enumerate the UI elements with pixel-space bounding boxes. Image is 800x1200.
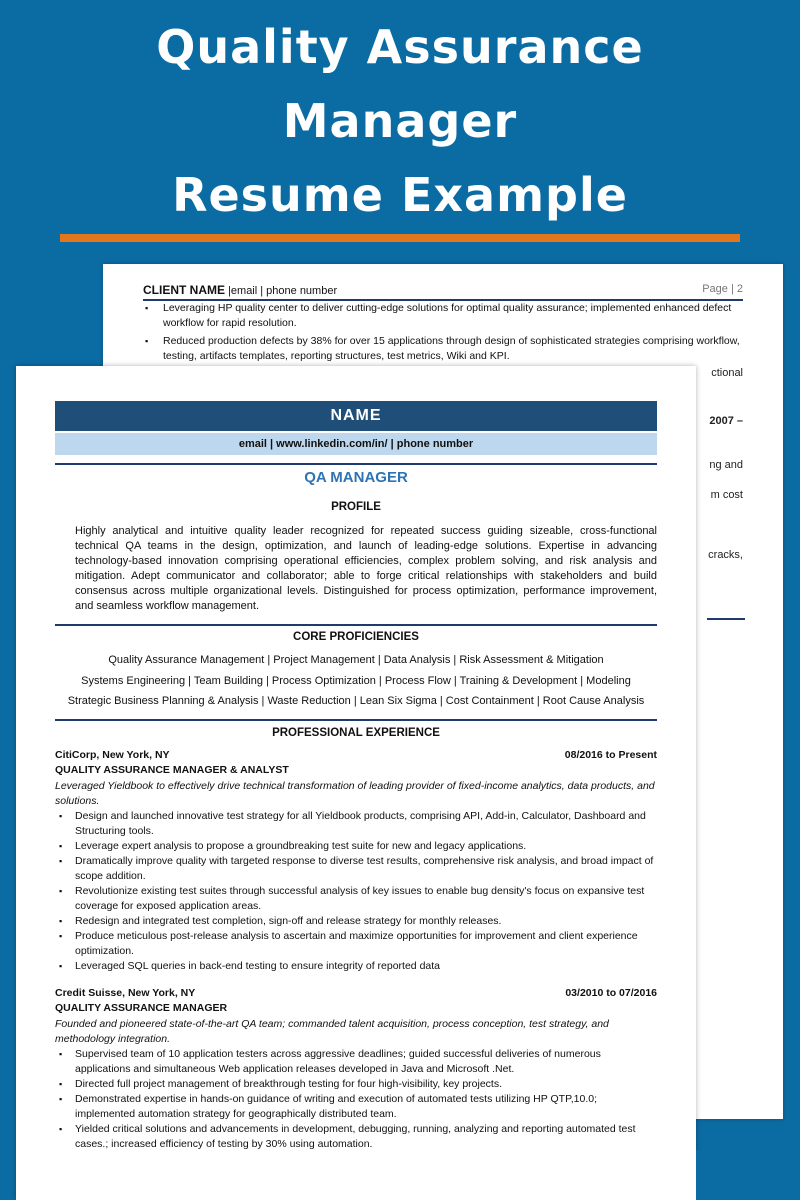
job-intro: Leveraged Yieldbook to effectively drive technical transformation of leading provider of fixed-income analytics, data products, and solutions.	[55, 780, 655, 807]
banner-title-line: Quality Assurance	[156, 20, 644, 74]
background-strip	[696, 1150, 800, 1200]
page-2-bullets	[143, 301, 743, 367]
proficiencies-heading: CORE PROFICIENCIES	[293, 631, 419, 643]
company: Credit Suisse, New York, NY	[55, 987, 196, 999]
experience-heading: PROFESSIONAL EXPERIENCE	[272, 727, 440, 739]
page-2-fragment: m cost	[710, 489, 743, 501]
banner-title-line: Resume Example	[172, 168, 628, 222]
profile-heading: PROFILE	[331, 501, 381, 513]
job-title: QA MANAGER	[304, 469, 408, 486]
banner-divider	[60, 234, 740, 242]
list-item: ▪ Demonstrated expertise in hands-on guidance of writing and execution of automated tests utilizing HP QTP,10.0; implemented automation strategy for geographically distributed team.	[55, 1092, 657, 1122]
resume-page-1	[16, 366, 696, 1200]
proficiency-line: Strategic Business Planning & Analysis | Waste Reduction | Lean Six Sigma | Cost Containment | Root Cause Analysis	[67, 695, 645, 707]
header-divider	[55, 463, 657, 465]
job-bullets	[55, 1047, 657, 1152]
list-item: ▪ Leverage expert analysis to propose a groundbreaking test suite for new and legacy applications.	[55, 839, 657, 854]
list-item: ▪ Reduced production defects by 38% for over 15 applications through design of sophisticated strategies comprising workflow, testing, artifacts templates, reporting structures, test metrics, Wiki and KPI.	[143, 334, 743, 364]
banner-title-line: Manager	[282, 94, 518, 148]
job-dates: 03/2010 to 07/2016	[565, 987, 657, 999]
list-item: ▪ Leveraging HP quality center to deliver cutting-edge solutions for optimal quality assurance; implemented enhanced defect workflow for rapid resolution.	[143, 301, 743, 331]
job-entry	[55, 748, 657, 974]
page-2-fragment: ng and	[709, 459, 743, 471]
job-header	[55, 748, 657, 763]
resume-contact: email | www.linkedin.com/in/ | phone number	[55, 433, 657, 455]
list-item: ▪ Revolutionize existing test suites through successful analysis of key issues to enable bug density's focus on expansive test coverage for exposed application areas.	[55, 884, 657, 914]
job-entry	[55, 986, 657, 1152]
list-item: ▪ Produce meticulous post-release analysis to ascertain and maximize opportunities for improvement and client experience optimization.	[55, 929, 657, 959]
list-item: ▪ Design and launched innovative test strategy for all Yieldbook products, comprising API, Add-in, Calculator, Dashboard and Structuring tools.	[55, 809, 657, 839]
job-header	[55, 986, 657, 1001]
page-2-fragment: ctional	[711, 367, 743, 379]
client-name: CLIENT NAME	[143, 283, 225, 297]
page-2-divider	[707, 618, 745, 620]
banner-title	[0, 10, 800, 232]
job-role: QUALITY ASSURANCE MANAGER & ANALYST	[55, 764, 289, 776]
list-item: ▪ Leveraged SQL queries in back-end testing to ensure integrity of reported data	[55, 959, 657, 974]
resume-name: NAME	[55, 401, 657, 431]
proficiency-line: Systems Engineering | Team Building | Process Optimization | Process Flow | Training & Development | Modeling	[81, 674, 631, 687]
list-item: ▪ Redesign and integrated test completion, sign-off and release strategy for monthly releases.	[55, 914, 657, 929]
list-item: ▪ Supervised team of 10 application testers across aggressive deadlines; guided successful deliveries of numerous applications and simultaneous Web application releases developed in Java and Microsoft .Net.	[55, 1047, 657, 1077]
page-2-fragment: cracks,	[708, 549, 743, 561]
job-dates: 08/2016 to Present	[564, 749, 657, 761]
job-intro: Founded and pioneered state-of-the-art QA team; commanded talent acquisition, process conception, test strategy, and methodology integration.	[55, 1018, 609, 1045]
page-2-header	[143, 283, 743, 301]
proficiency-line: Quality Assurance Management | Project Management | Data Analysis | Risk Assessment & Mitigation	[108, 654, 604, 666]
proficiencies-list	[55, 650, 657, 712]
job-bullets	[55, 809, 657, 974]
page-number: Page | 2	[702, 283, 743, 295]
profile-summary: Highly analytical and intuitive quality leader recognized for repeated success guiding sizeable, cross-functional technical QA teams in the design, optimization, and launch of leading-edge solutions. Expertise in advancing technology-based innovation comprising operational efficiencies, complex problem solving, and risk analysis and mitigation. Adept communicator and collaborator; able to forge critical relationships with stakeholders and build consensus across multiple organizational levels. Distinguished for process optimization, performance improvement, and seamless workflow management.	[75, 525, 657, 612]
section-divider	[55, 624, 657, 626]
list-item: ▪ Dramatically improve quality with targeted response to diverse test results, comprehensive risk analysis, and broad impact of scope addition.	[55, 854, 657, 884]
company: CitiCorp, New York, NY	[55, 749, 170, 761]
list-item: ▪ Yielded critical solutions and advancements in development, debugging, running, analyzing and reporting automated test cases.; increased efficiency of testing by 30% using automation.	[55, 1122, 657, 1152]
job-role: QUALITY ASSURANCE MANAGER	[55, 1002, 228, 1014]
client-contact: |email | phone number	[225, 285, 338, 297]
section-divider	[55, 719, 657, 721]
page-2-fragment: 2007 –	[709, 415, 743, 427]
list-item: ▪ Directed full project management of breakthrough testing for four high-visibility, key projects.	[55, 1077, 657, 1092]
